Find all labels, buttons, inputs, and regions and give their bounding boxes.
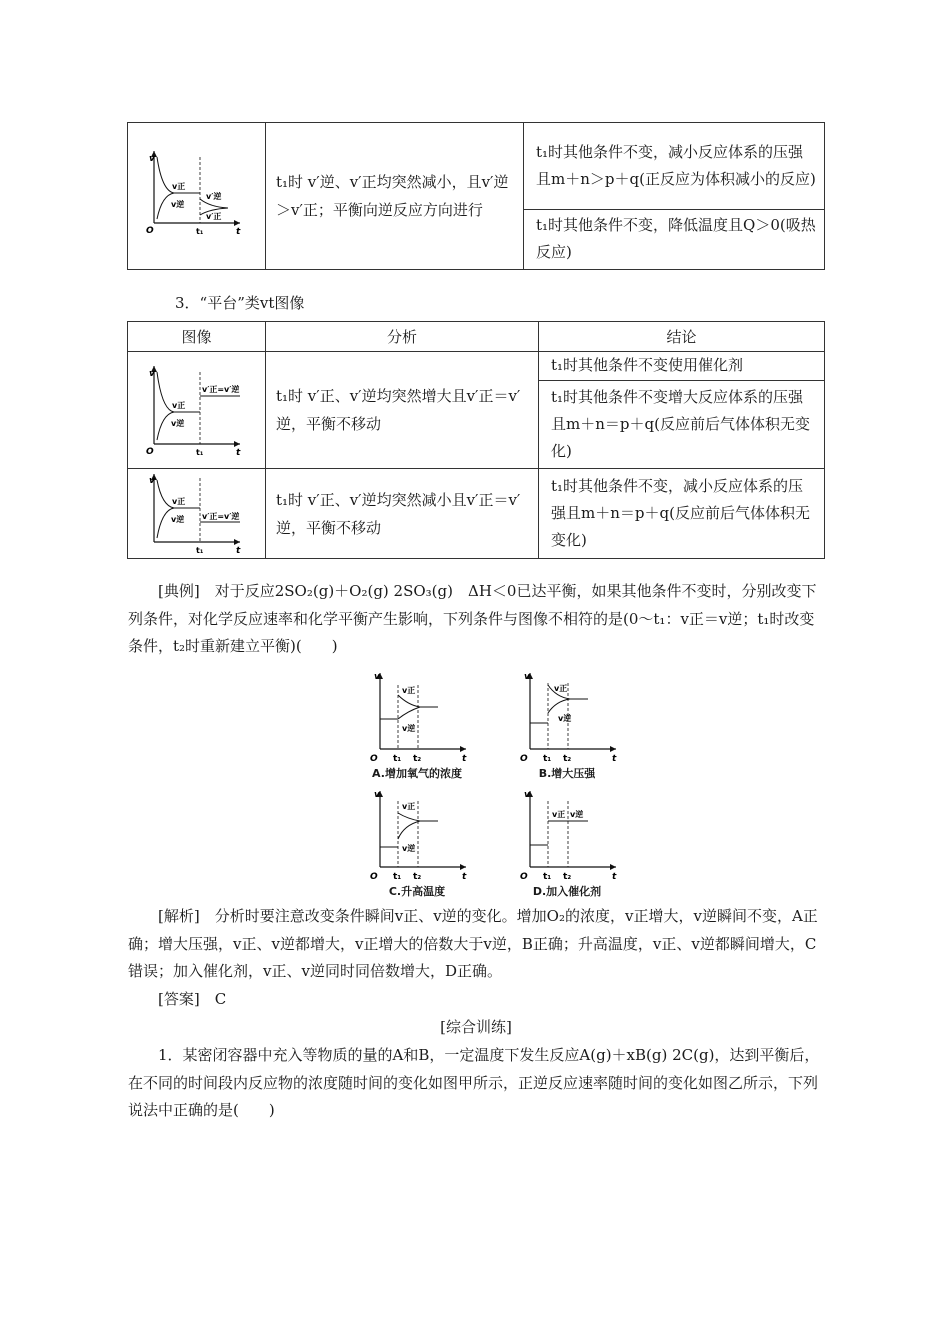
conclusion-cell (524, 209, 825, 269)
analysis-text: t₁时 v′逆、v′正均突然减小，且v′逆＞v′正；平衡向逆反应方向进行 (276, 173, 509, 219)
label-v-zheng: v正 (172, 496, 186, 506)
graph-cell (128, 123, 266, 270)
label-vp-zheng: v′正 (206, 212, 222, 221)
axis-t-label: t (612, 754, 617, 764)
label-v-ni: v逆 (558, 714, 572, 723)
caption-c: C.升高温度 (388, 885, 446, 898)
label-vp-eq: v′正=v′逆 (202, 511, 240, 521)
tick-t2: t₂ (563, 872, 572, 882)
mini-graph-1 (128, 123, 264, 269)
label-v-zheng: v正 (402, 686, 416, 695)
origin-label: O (370, 754, 378, 764)
table-platform-vt (127, 321, 825, 559)
mini-graph-2 (128, 352, 264, 468)
graph-a (362, 665, 472, 765)
label-v-ni: v逆 (171, 200, 185, 209)
label-v-zheng: v正 (172, 182, 186, 191)
question-1: 1．某密闭容器中充入等物质的量的A和B，一定温度下发生反应A(g)＋xB(g) 2C(g)，达到平衡后，在不同的时间段内反应物的浓度随时间的变化如图甲所示，正逆反应速率随时间的变化如图乙所示，下列说法中正确的是( ) (128, 1046, 820, 1119)
answer-value: C (214, 990, 227, 1008)
label-vp-ni: v′逆 (206, 192, 222, 201)
axis-t-label: t (236, 227, 241, 237)
axis-t-label: t (236, 448, 241, 458)
tick-t1: t₁ (196, 448, 204, 457)
tick-t1: t₁ (543, 754, 552, 764)
label-v-zheng: v正 (402, 802, 416, 811)
conclusion-text: t₁时其他条件不变，减小反应体系的压强且m＋n＝p＋q(反应前后气体体积无变化) (551, 477, 810, 549)
origin-label: O (520, 872, 528, 882)
label-v-zheng: v正 (554, 684, 568, 693)
axis-v-label: v (149, 475, 155, 486)
tick-t1: t₁ (543, 872, 552, 882)
origin-label: O (146, 447, 154, 457)
tick-t2: t₂ (413, 872, 422, 882)
tick-t1: t₁ (196, 545, 204, 555)
axis-v-label: v (374, 672, 380, 682)
label-v-ni: v逆 (570, 810, 584, 819)
origin-label: O (146, 226, 154, 236)
caption-d: D.加入催化剂 (532, 885, 602, 898)
analysis-label: [解析] (158, 907, 200, 925)
caption-a: A.增加氧气的浓度 (372, 767, 462, 780)
axis-v-label: v (374, 790, 380, 800)
example-paragraph (128, 578, 824, 661)
axis-v-label: v (524, 672, 530, 682)
graph-cell (128, 469, 266, 559)
axis-v-label: v (149, 369, 155, 379)
conclusion-text: t₁时其他条件不变，减小反应体系的压强且m＋n＞p＋q(正反应为体积减小的反应) (536, 142, 816, 188)
conclusion-cell (524, 123, 825, 210)
header-analysis: 分析 (266, 322, 539, 352)
header-image: 图像 (128, 322, 266, 352)
analysis-text: t₁时 v′正、v′逆均突然增大且v′正＝v′逆，平衡不移动 (276, 387, 521, 433)
origin-label: O (520, 754, 528, 764)
label-v-ni: v逆 (402, 844, 416, 853)
analysis-body: 分析时要注意改变条件瞬间v正、v逆的变化。增加O₂的浓度，v正增大，v逆瞬间不变，A正确；增大压强，v正、v逆都增大，v正增大的倍数大于v逆，B正确；升高温度，v正、v逆都瞬间增大，C错误；加入催化剂，v正、v逆同时同倍数增大，D正确。 (128, 907, 818, 980)
caption-b: B.增大压强 (538, 767, 596, 780)
tick-t1: t₁ (196, 227, 204, 236)
graph-cell (128, 352, 266, 469)
axis-t-label: t (462, 754, 467, 764)
table-vt-decrease (127, 122, 825, 270)
label-v-ni: v逆 (171, 514, 185, 524)
label-v-zheng: v正 (552, 810, 566, 819)
axis-t-label: t (612, 872, 617, 882)
tick-t2: t₂ (413, 754, 422, 764)
tick-t1: t₁ (393, 872, 402, 882)
answer-paragraph (128, 986, 824, 1014)
section-title: 3．“平台”类vt图像 (175, 294, 305, 312)
training-title: [综合训练] (440, 1018, 512, 1036)
mini-graph-3 (128, 470, 264, 558)
example-text: 对于反应2SO₂(g)＋O₂(g) 2SO₃(g) ΔH＜0已达平衡，如果其他条件不变时，分别改变下列条件，对化学反应速率和化学平衡产生影响，下列条件与图像不相符的是(0～t₁：v正＝v逆；t₁时改变条件，t₂时重新建立平衡)( ) (128, 582, 817, 655)
example-label: [典例] (158, 582, 200, 600)
axis-v-label: v (149, 154, 155, 164)
axis-v-label: v (524, 790, 530, 800)
analysis-text: t₁时 v′正、v′逆均突然减小且v′正＝v′逆，平衡不移动 (276, 490, 521, 537)
label-vp-eq: v′正=v′逆 (202, 385, 240, 394)
analysis-cell (266, 123, 524, 270)
graph-d (512, 783, 622, 883)
label-v-ni: v逆 (171, 419, 185, 428)
conclusion-cell (539, 352, 825, 381)
tick-t1: t₁ (393, 754, 402, 764)
conclusion-cell (539, 469, 825, 559)
graph-b (512, 665, 622, 765)
analysis-paragraph (128, 903, 824, 986)
graph-c (362, 783, 472, 883)
label-v-zheng: v正 (172, 401, 186, 410)
conclusion-text: t₁时其他条件不变增大反应体系的压强且m＋n＝p＋q(反应前后气体体积无变化) (551, 387, 810, 460)
label-v-ni: v逆 (402, 724, 416, 733)
origin-label: O (370, 872, 378, 882)
conclusion-cell (539, 380, 825, 468)
axis-t-label: t (236, 545, 241, 556)
axis-t-label: t (462, 872, 467, 882)
tick-t2: t₂ (563, 754, 572, 764)
header-conclusion: 结论 (539, 322, 825, 352)
conclusion-text: t₁时其他条件不变使用催化剂 (551, 356, 744, 375)
conclusion-text: t₁时其他条件不变，降低温度且Q＞0(吸热反应) (536, 216, 816, 262)
answer-label: [答案] (158, 990, 200, 1008)
analysis-cell (266, 352, 539, 469)
analysis-cell (266, 469, 539, 559)
